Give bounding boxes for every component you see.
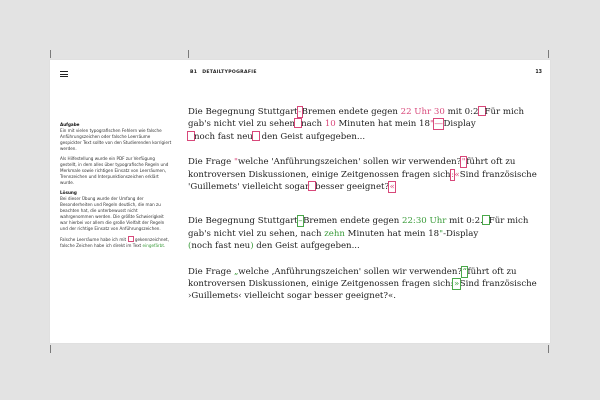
running-header xyxy=(190,70,257,75)
legend-before: Falsche Leerräume habe ich mit xyxy=(60,237,127,242)
space-marker-box xyxy=(128,236,134,242)
correct-paren: ( xyxy=(188,241,192,252)
task-text: Ein mit vielen typografischen Fehlern wie falsche Anführungszeichen oder falsche Leerräume gespickter Text sollte von den Studierenden korrigiert werden. xyxy=(60,128,172,151)
solution-text: Bei dieser Übung wurde der Umfang der Besonderheiten und Regeln deutlich, die man zu beachten hat, die unterbewusst nicht wahrgenommen werden. Die größte Schwierigkeit war hierbei vor allem die große Vielfalt der Regeln und der richtige Einsatz von Anführungszeichen. xyxy=(60,196,165,231)
correct-paragraph-1: Die Begegnung Stuttgart–Bremen endete gegen 22:30 Uhr mit 0:2. Für mich gab's nicht viel zu sehen, nach zehn Minuten hat mein 18"-Display (noch fast neu) den Geist aufgegeben... xyxy=(188,216,529,252)
chapter-number: B1 xyxy=(190,70,198,75)
wrong-quote: « xyxy=(454,169,460,180)
wrong-paragraph-1: Die Begegnung Stuttgart-Bremen endete gegen 22 Uhr 30 mit 0:2 Für mich gab's nicht viel zu sehen nach 10 Minuten hat mein 18"—Display noch fast neu den Geist aufgegeben... xyxy=(188,107,525,142)
wrong-quote: " xyxy=(233,157,238,168)
solution-heading: Lösung xyxy=(60,190,77,195)
book-page xyxy=(50,60,550,343)
wrong-quote: " xyxy=(429,119,434,130)
legend-green: eingefärbt xyxy=(142,243,164,248)
crop-mark xyxy=(548,345,549,353)
correct-time: 22:30 Uhr xyxy=(402,216,447,227)
crop-mark xyxy=(188,50,189,58)
wrong-dash: — xyxy=(434,119,443,130)
correct-quote: » xyxy=(453,279,460,290)
menu-icon xyxy=(60,71,68,77)
section-title: DETAILTYPOGRAFIE xyxy=(202,70,257,75)
task-heading: Aufgabe xyxy=(60,122,80,127)
wrong-number: 10 xyxy=(324,119,336,130)
correct-paren: ) xyxy=(250,241,254,252)
correct-quote: " xyxy=(439,228,444,239)
page-number: 13 xyxy=(535,70,542,75)
wrong-dash: - xyxy=(298,107,302,117)
wrong-paragraph-2: Die Frage "welche 'Anführungszeichen' sollen wir verwenden?"führt oft zu kontroversen Diskussionen, einige Zeitgenossen fragen sich:«Sind französische 'Guillemets' vielleicht sogar besser geeignet?« xyxy=(188,157,537,193)
sidebar-notes xyxy=(60,122,172,253)
correct-paragraph-2: Die Frage „welche ‚Anführungszeichen' sollen wir verwenden?“führt oft zu kontroversen Diskussionen, einige Zeitgenossen fragen sich:»Sind französische ›Guillemets‹ vielleicht sogar besser geeignet?«. xyxy=(188,266,537,302)
legend-middle: gekennzeichnet, falsche Zeichen habe ich direkt im Text xyxy=(60,237,169,248)
correct-quote: „ xyxy=(233,266,239,277)
legend-text xyxy=(60,236,172,249)
aid-text: Als Hilfestellung wurde ein PDF zur Verfügung gestellt, in dem alles über typografische Regeln und Merkmale sowie richtigen Einsatz von Leerräumen, Trennzeichen und Interpunktionszeichen erklärt wurde. xyxy=(60,156,169,185)
correct-dash: – xyxy=(298,216,303,227)
crop-mark xyxy=(50,345,51,353)
wrong-quote: « xyxy=(389,182,395,193)
legend-end: . xyxy=(163,243,166,248)
wrong-colon: : xyxy=(451,169,454,180)
exercise-text xyxy=(188,106,546,316)
crop-mark xyxy=(548,50,549,58)
crop-mark xyxy=(50,50,51,58)
wrong-quote: " xyxy=(461,157,466,168)
wrong-time: 22 Uhr 30 xyxy=(400,107,445,117)
correct-quote: “ xyxy=(462,266,467,277)
correct-number: zehn xyxy=(324,228,345,239)
